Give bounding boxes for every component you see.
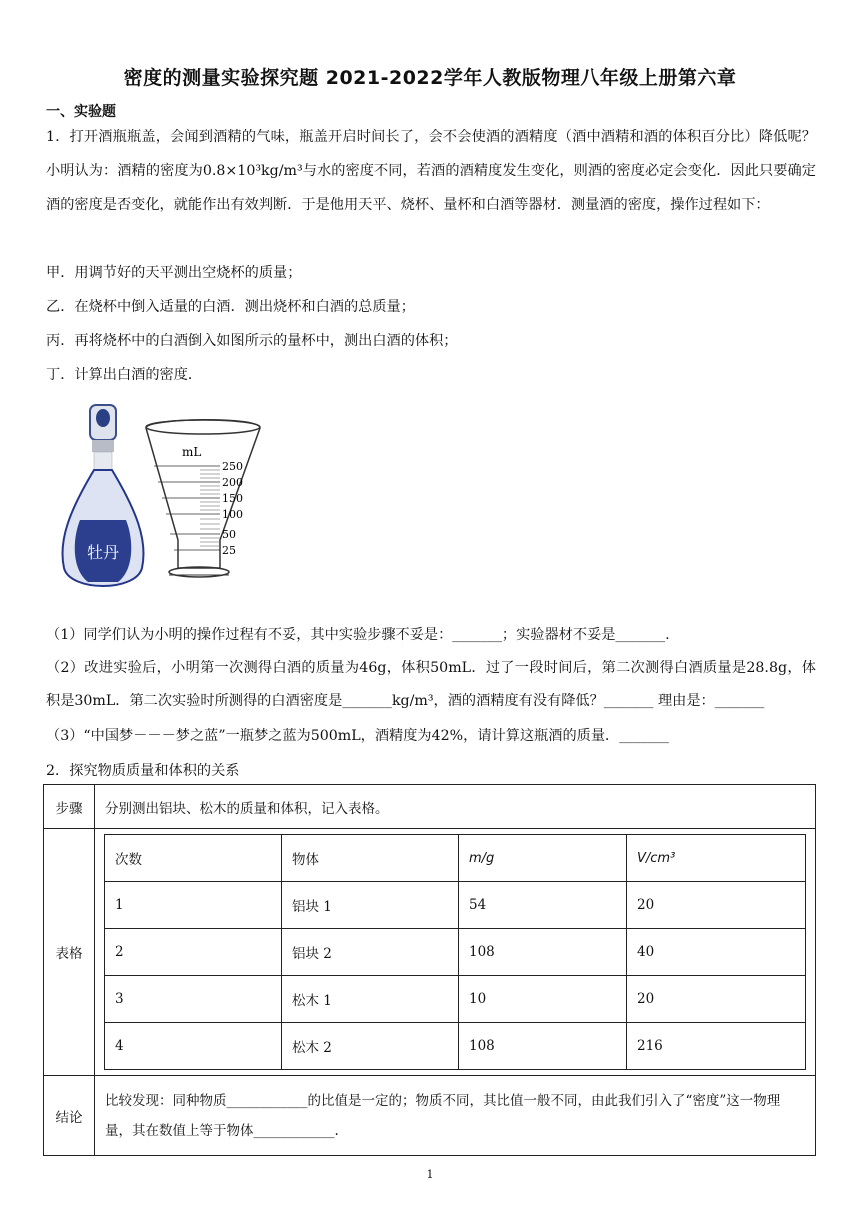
cell: 20 bbox=[627, 976, 806, 1023]
cell: 40 bbox=[627, 929, 806, 976]
cell: 3 bbox=[105, 976, 282, 1023]
conclusion-label: 结论 bbox=[44, 1076, 95, 1156]
cup-tick-label: 50 bbox=[222, 528, 236, 541]
cup-tick-label: 200 bbox=[222, 476, 243, 489]
cell: 松木 1 bbox=[282, 976, 459, 1023]
data-table bbox=[104, 834, 806, 1070]
liquor-bottle-image bbox=[62, 405, 143, 586]
experiment-table bbox=[43, 784, 816, 1156]
measuring-cup-image bbox=[146, 420, 260, 577]
cell: 铝块 2 bbox=[282, 929, 459, 976]
conclusion-text: 比较发现：同种物质____________的比值是一定的；物质不同，其比值一般不同，由此我们引入了“密度”这一物理量，其在数值上等于物体____________. bbox=[95, 1076, 816, 1156]
data-table-header bbox=[105, 835, 806, 882]
q1-step-b: 乙．在烧杯中倒入适量的白酒．测出烧杯和白酒的总质量； bbox=[46, 299, 415, 315]
cell: 216 bbox=[627, 1023, 806, 1070]
table-row bbox=[105, 882, 806, 929]
table-row bbox=[105, 929, 806, 976]
cup-unit-label: mL bbox=[182, 445, 202, 459]
header-count: 次数 bbox=[105, 835, 282, 882]
bottle-and-measuring-cup-figure bbox=[50, 400, 290, 600]
step-text: 分别测出铝块、松木的质量和体积，记入表格。 bbox=[95, 785, 816, 829]
q1-step-d: 丁．计算出白酒的密度． bbox=[46, 367, 203, 383]
cell: 54 bbox=[459, 882, 627, 929]
bottle-label-text: 牡丹 bbox=[86, 543, 120, 562]
page-number: 1 bbox=[426, 1168, 434, 1181]
cell: 20 bbox=[627, 882, 806, 929]
page-title: 密度的测量实验探究题 2021-2022学年人教版物理八年级上册第六章 bbox=[123, 67, 737, 89]
q1-intro: 1．打开酒瓶瓶盖，会闻到酒精的气味，瓶盖开启时间长了，会不会使酒的酒精度（酒中酒精和酒的体积百分比）降低呢？小明认为：酒精的密度为0.8×10³kg/m³与水的密度不同，若酒的酒精度发生变化，则酒的密度必定会变化．因此只要确定酒的密度是否变化，就能作出有效判断．于是他用天平、烧杯、量杯和白酒等器材．测量酒的密度，操作过程如下： bbox=[46, 129, 816, 213]
header-mass: m/g bbox=[459, 835, 627, 882]
cup-tick-label: 100 bbox=[222, 508, 243, 521]
cell: 108 bbox=[459, 1023, 627, 1070]
q1-sub2: （2）改进实验后，小明第一次测得白酒的质量为46g，体积50mL．过了一段时间后，第二次测得白酒质量是28.8g，体积是30mL．第二次实验时所测得的白酒密度是_______kg/m³，酒的酒精度有没有降低？_______ 理由是：_______ bbox=[46, 660, 816, 709]
cup-tick-label: 250 bbox=[222, 460, 243, 473]
cell: 1 bbox=[105, 882, 282, 929]
cell: 4 bbox=[105, 1023, 282, 1070]
cell: 松木 2 bbox=[282, 1023, 459, 1070]
table-label: 表格 bbox=[44, 829, 95, 1076]
step-row bbox=[44, 785, 816, 829]
table-row bbox=[105, 1023, 806, 1070]
q1-sub1: （1）同学们认为小明的操作过程有不妥，其中实验步骤不妥是：_______；实验器材不妥是_______. bbox=[46, 627, 670, 643]
q2-heading: 2．探究物质质量和体积的关系 bbox=[46, 763, 240, 779]
cell: 2 bbox=[105, 929, 282, 976]
section-heading: 一、实验题 bbox=[46, 104, 116, 120]
conclusion-row bbox=[44, 1076, 816, 1156]
table-row bbox=[105, 976, 806, 1023]
cell: 铝块 1 bbox=[282, 882, 459, 929]
q1-step-a: 甲．用调节好的天平测出空烧杯的质量； bbox=[46, 265, 302, 281]
header-object: 物体 bbox=[282, 835, 459, 882]
header-volume: V/cm³ bbox=[627, 835, 806, 882]
q1-step-c: 丙．再将烧杯中的白酒倒入如图所示的量杯中，测出白酒的体积； bbox=[46, 333, 458, 349]
cup-tick-label: 150 bbox=[222, 492, 243, 505]
q1-sub3: （3）“中国梦－－－梦之蓝”一瓶梦之蓝为500mL，酒精度为42%，请计算这瓶酒的质量．_______ bbox=[46, 728, 669, 744]
cell: 108 bbox=[459, 929, 627, 976]
step-label: 步骤 bbox=[44, 785, 95, 829]
cell: 10 bbox=[459, 976, 627, 1023]
table-row-wrapper bbox=[44, 829, 816, 1076]
cup-tick-label: 25 bbox=[222, 544, 236, 557]
